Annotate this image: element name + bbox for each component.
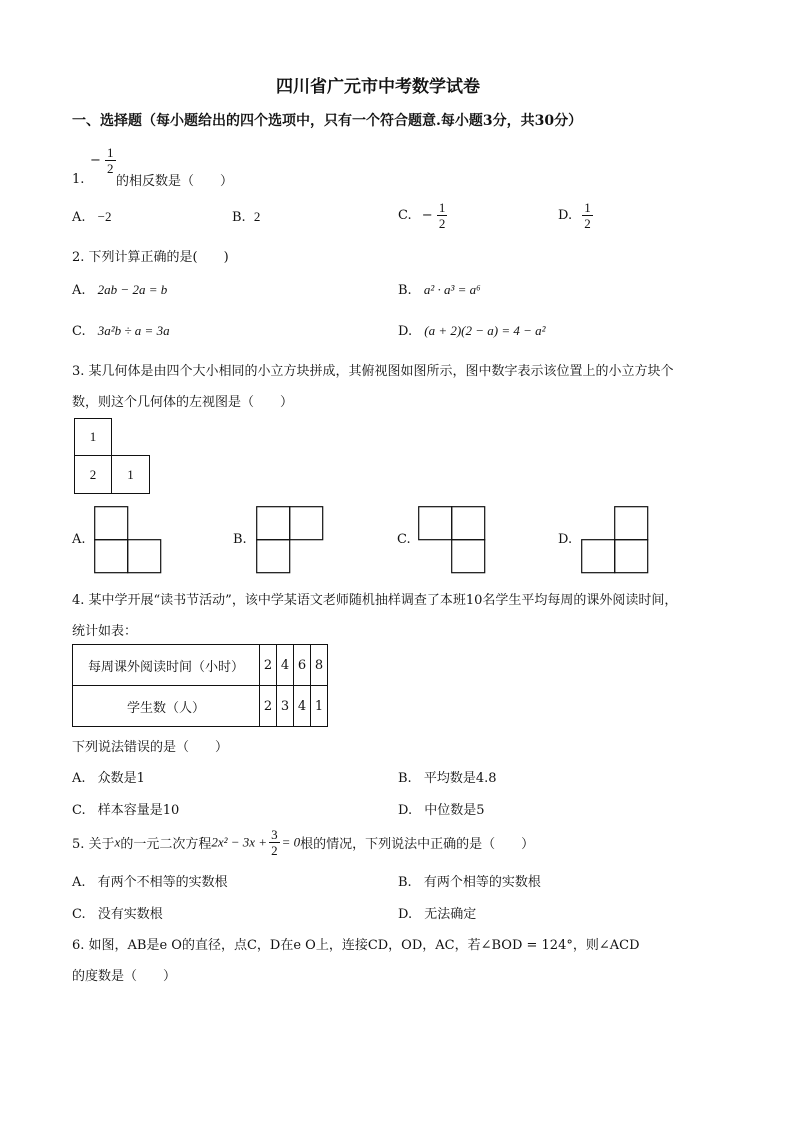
q1-frac-num: 1 <box>107 145 114 160</box>
option-text: 2 <box>253 209 261 224</box>
option-frac-den: 2 <box>438 216 446 231</box>
option-text: 2ab − 2a = b <box>97 282 168 297</box>
option-text: 众数是1 <box>97 771 145 786</box>
option-text: 平均数是4.8 <box>423 771 497 786</box>
table-row <box>73 686 328 727</box>
option-text: 有两个不相等的实数根 <box>97 875 228 890</box>
table-cell: 4 <box>277 645 294 686</box>
q3-option-d-figure[interactable] <box>581 506 651 574</box>
table-cell: 6 <box>294 645 311 686</box>
option-label: A. <box>72 875 86 890</box>
q3-stem-line2: 数，则这个几何体的左视图是（ ） <box>72 395 294 410</box>
q3-option-b-figure[interactable] <box>256 506 326 574</box>
q4-option-b[interactable] <box>398 767 497 786</box>
option-label: C. <box>72 907 86 922</box>
option-text: 3a²b ÷ a = 3a <box>97 323 170 338</box>
option-text: 没有实数根 <box>97 907 163 922</box>
q1-number: 1. <box>72 172 85 187</box>
section-heading: 一、选择题（每小题给出的四个选项中，只有一个符合题意.每小题3分，共30分） <box>72 113 583 129</box>
option-label: B. <box>398 875 412 890</box>
option-label: D. <box>398 324 413 339</box>
table-cell: 2 <box>260 645 277 686</box>
q6-stem-line1: 6. 如图，AB是e O的直径，点C，D在e O上，连接CD，OD，AC，若∠BOD = 124°，则∠ACD <box>72 938 640 953</box>
q1-option-c[interactable] <box>398 200 447 231</box>
option-label: C. <box>72 803 86 818</box>
q1-frac-sign: − <box>90 153 101 168</box>
q1-fraction <box>90 145 116 176</box>
q2-option-a[interactable] <box>72 282 167 298</box>
table-cell: 1 <box>311 686 328 727</box>
top-view-cell: 2 <box>74 455 112 494</box>
q4-option-d[interactable] <box>398 799 485 818</box>
q1-option-b[interactable] <box>232 209 260 225</box>
option-label: A. <box>72 210 86 225</box>
option-label: C. <box>398 208 412 223</box>
q5-stem-post: 根的情况，下列说法中正确的是（ ） <box>300 837 535 852</box>
option-frac-num: 1 <box>438 200 446 215</box>
option-text: a² · a³ = a⁶ <box>423 282 481 297</box>
table-cell: 4 <box>294 686 311 727</box>
option-label: D. <box>558 208 573 223</box>
table-row-header: 每周课外阅读时间（小时） <box>73 645 260 686</box>
q3-option-c-label[interactable]: C. <box>397 532 411 547</box>
q1-option-a[interactable] <box>72 209 112 225</box>
q6-stem-line2: 的度数是（ ） <box>72 969 177 984</box>
q3-option-b-label[interactable]: B. <box>233 532 247 547</box>
table-row <box>73 645 328 686</box>
q3-stem-line1: 3. 某几何体是由四个大小相同的小立方块拼成，其俯视图如图所示，图中数字表示该位置上的小立方块个 <box>72 364 674 379</box>
q1-frac-den: 2 <box>107 161 114 176</box>
option-label: D. <box>398 907 413 922</box>
q5-stem-mid: 的一元二次方程 <box>120 837 212 852</box>
q2-option-c[interactable] <box>72 323 170 339</box>
option-label: B. <box>398 771 412 786</box>
q5-option-c[interactable] <box>72 903 163 922</box>
q1-stem: 的相反数是（ ） <box>116 174 234 189</box>
q5-stem-pre: 5. 关于 <box>72 837 115 852</box>
top-view-cell: 1 <box>111 455 150 494</box>
q5-var-x: x <box>114 834 121 850</box>
option-text: 有两个相等的实数根 <box>423 875 541 890</box>
q3-option-d-label[interactable]: D. <box>558 532 573 547</box>
q5-option-b[interactable] <box>398 871 541 890</box>
option-frac-num: 1 <box>584 200 591 215</box>
q1-option-d[interactable] <box>558 200 593 231</box>
q2-option-d[interactable] <box>398 323 546 339</box>
q4-stem-line1: 4. 某中学开展“读书节活动”，该中学某语文老师随机抽样调查了本班10名学生平均每周的课外阅读时间， <box>72 593 678 608</box>
option-label: C. <box>72 324 86 339</box>
option-text: −2 <box>97 209 112 224</box>
q3-option-a-figure[interactable] <box>94 506 164 574</box>
q4-option-a[interactable] <box>72 767 145 786</box>
option-text: (a + 2)(2 − a) = 4 − a² <box>424 323 546 338</box>
q4-prompt: 下列说法错误的是（ ） <box>72 740 229 755</box>
q5-equation-left: 2x² − 3x + <box>211 834 268 850</box>
reading-time-table <box>72 644 328 727</box>
option-label: A. <box>72 283 86 298</box>
q5-frac-num: 3 <box>271 827 278 842</box>
option-label: B. <box>398 283 412 298</box>
option-text: 无法确定 <box>424 907 477 922</box>
table-cell: 2 <box>260 686 277 727</box>
option-frac-den: 2 <box>584 216 591 231</box>
page-title: 四川省广元市中考数学试卷 <box>276 77 480 97</box>
table-cell: 3 <box>277 686 294 727</box>
table-cell: 8 <box>311 645 328 686</box>
q2-stem: 2. 下列计算正确的是( ) <box>72 250 229 265</box>
q5-equation-right: = 0 <box>281 834 301 850</box>
q4-stem-line2: 统计如表： <box>72 624 138 639</box>
q5-frac-den: 2 <box>271 843 278 858</box>
q3-option-c-figure[interactable] <box>418 506 488 574</box>
option-label: B. <box>232 210 246 225</box>
option-sign: − <box>421 208 433 223</box>
q5-option-d[interactable] <box>398 903 476 922</box>
option-text: 中位数是5 <box>424 803 485 818</box>
option-label: A. <box>72 771 86 786</box>
option-label: D. <box>398 803 413 818</box>
q2-option-b[interactable] <box>398 282 481 298</box>
top-view-cell: 1 <box>74 418 112 456</box>
table-row-header: 学生数（人） <box>73 686 260 727</box>
q5-option-a[interactable] <box>72 871 228 890</box>
q5-stem <box>72 827 534 858</box>
option-text: 样本容量是10 <box>97 803 180 818</box>
q3-option-a-label[interactable]: A. <box>72 532 86 547</box>
q4-option-c[interactable] <box>72 799 179 818</box>
